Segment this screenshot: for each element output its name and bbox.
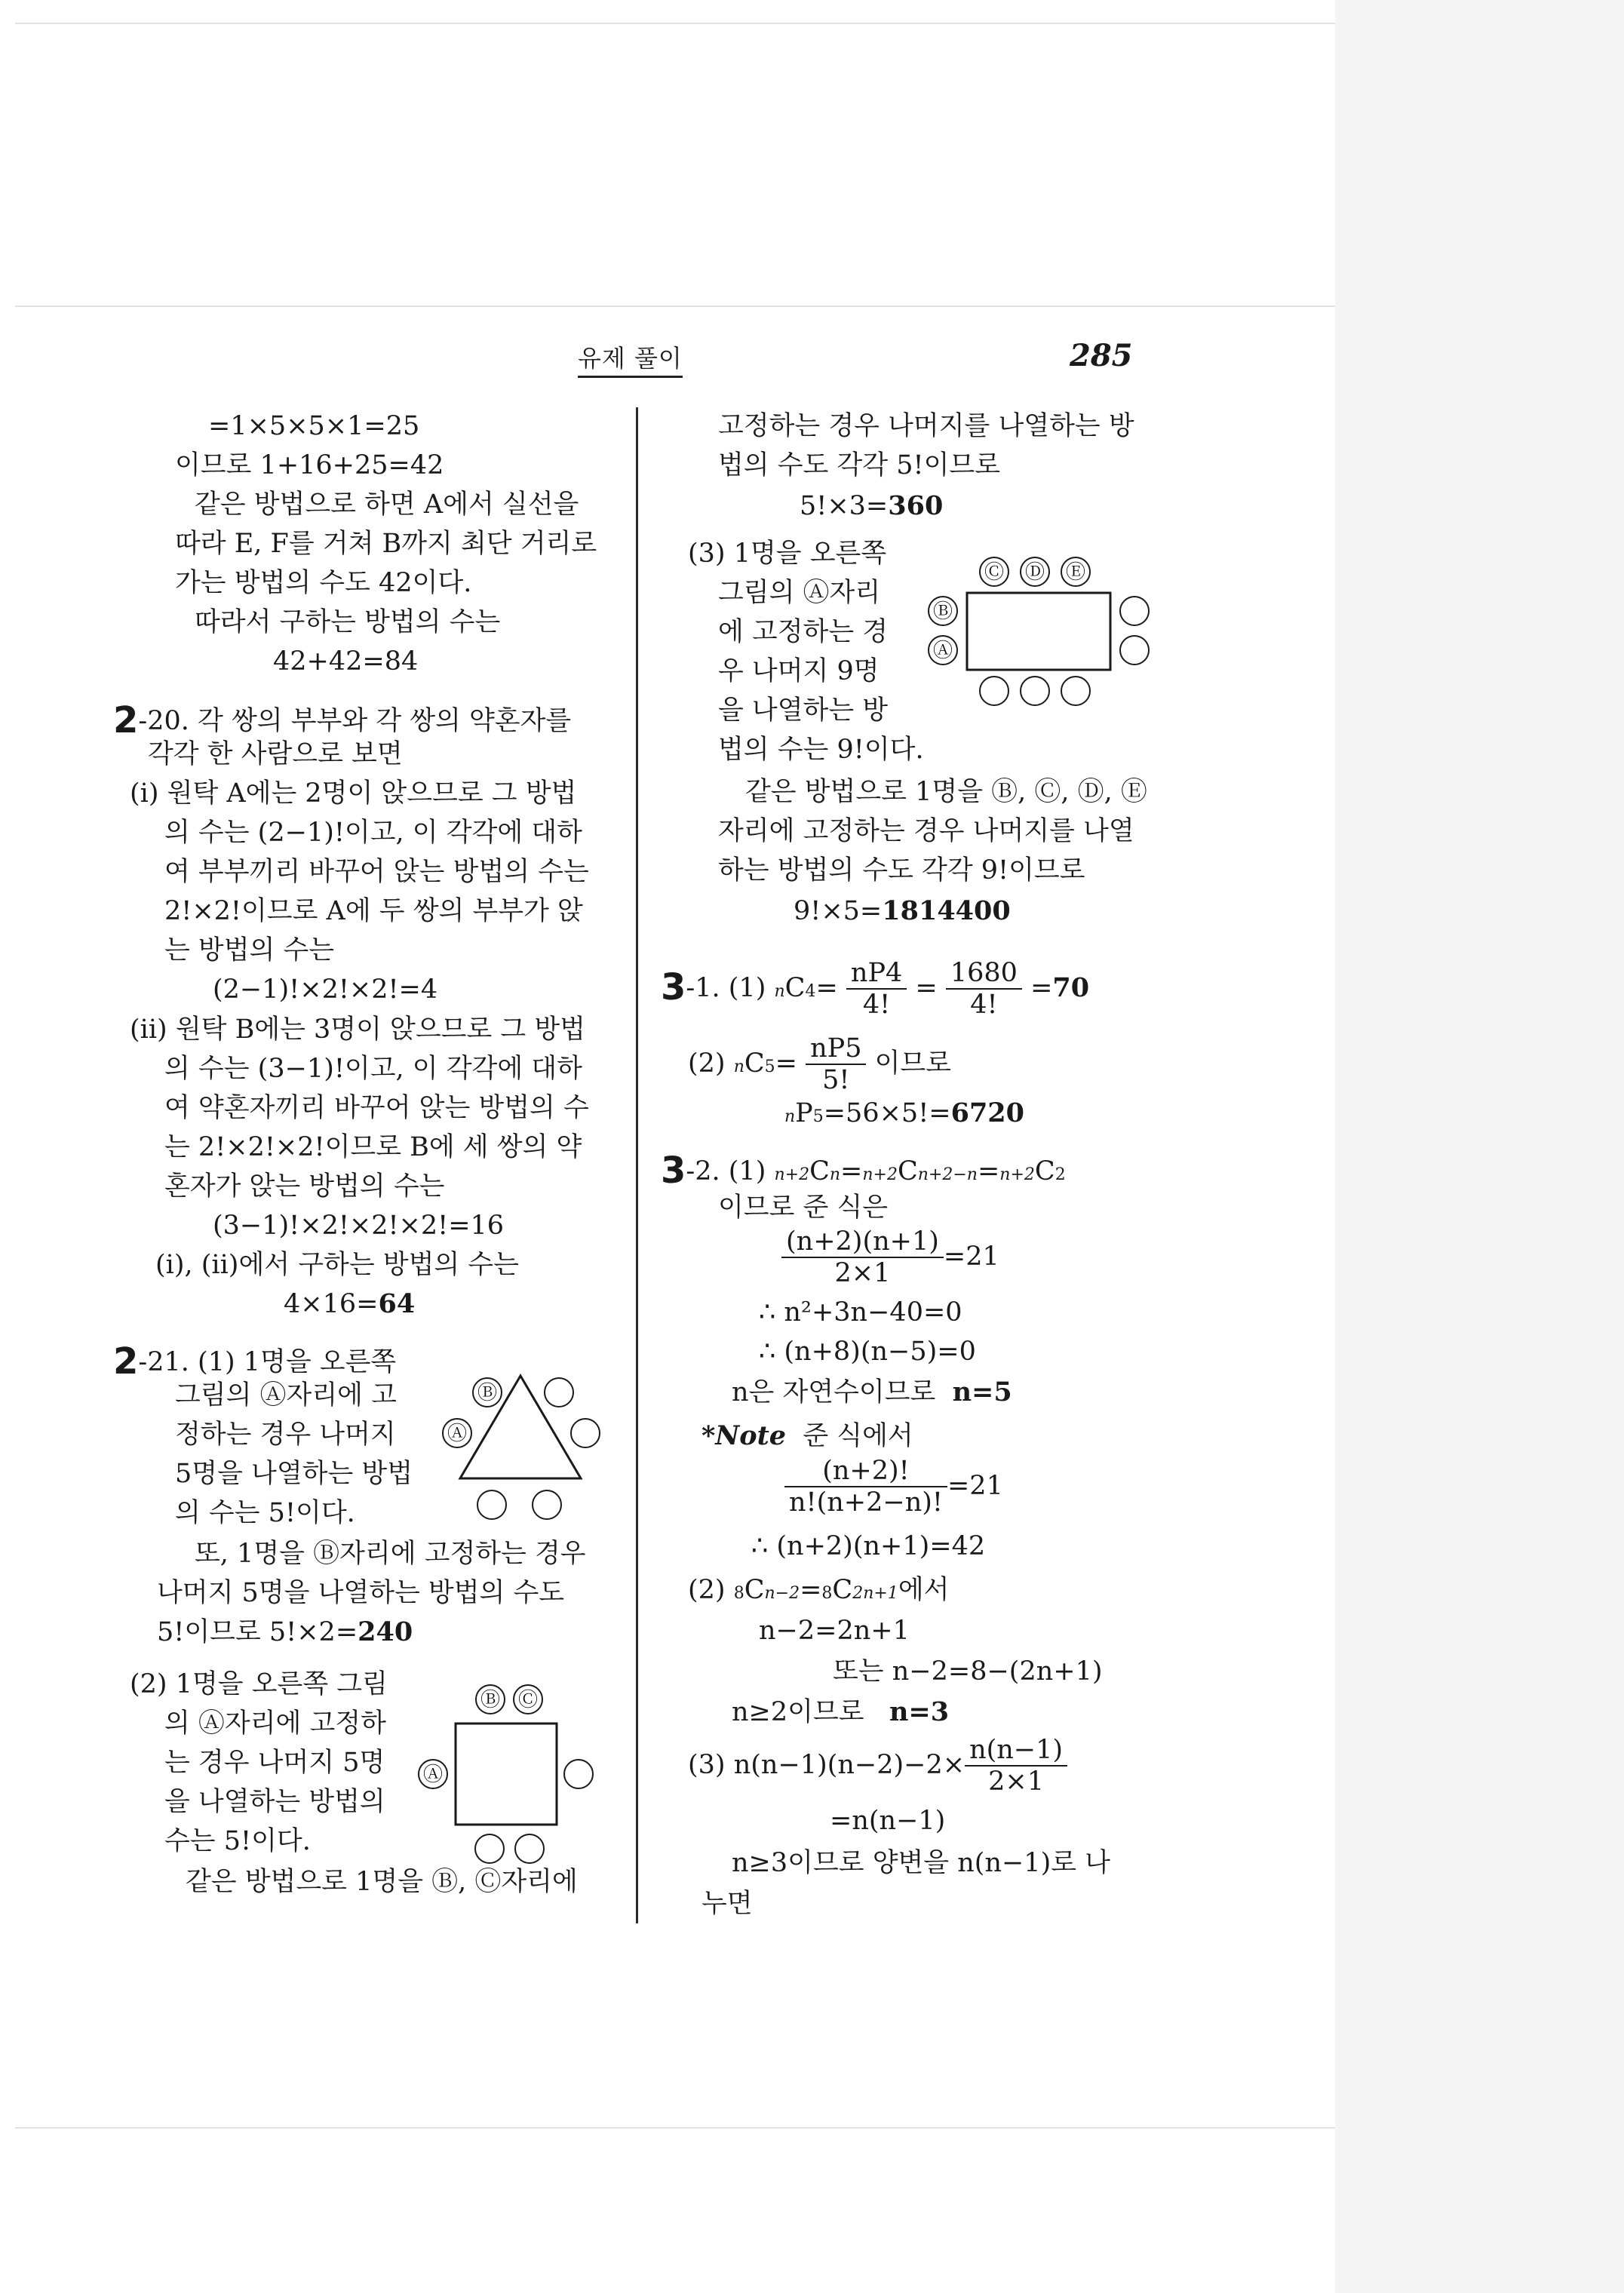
page-number: 285: [1070, 338, 1133, 373]
text-line: 같은 방법으로 하면 A에서 실선을: [195, 490, 579, 520]
rectangle-table-figure: [925, 549, 1159, 708]
empty-seat: [515, 1834, 544, 1863]
fraction: [781, 1226, 944, 1289]
text-span: =: [815, 972, 838, 1003]
empty-seat: [564, 1760, 593, 1788]
problem-3-1: [661, 958, 1089, 1021]
text-line: 의 수는 5!이다.: [175, 1498, 355, 1528]
seat-c-label: Ⓒ: [984, 561, 1005, 584]
text-line: 각각 한 사람으로 보면: [148, 739, 403, 769]
text-span: =: [800, 1575, 822, 1605]
numerator: (n+2)(n+1): [781, 1226, 944, 1258]
subscript: n: [774, 981, 785, 1001]
text-line: 가는 방법의 수도 42이다.: [175, 568, 472, 598]
text-span: C: [1034, 1156, 1055, 1186]
answer: 64: [378, 1288, 416, 1319]
text-span: C: [744, 1048, 765, 1079]
empty-seat: [545, 1378, 573, 1407]
text-span: =56×5!=: [823, 1098, 951, 1128]
text-line: [732, 1377, 1012, 1407]
text-line: 같은 방법으로 1명을 Ⓑ, Ⓒ자리에: [186, 1867, 578, 1897]
problem-sub: -20.: [138, 706, 189, 736]
text-line: 의 수는 (2−1)!이고, 이 각각에 대하: [164, 818, 582, 848]
text-line: 그림의 Ⓐ자리: [718, 578, 881, 608]
text-line: (3) 1명을 오른쪽: [688, 539, 887, 569]
text-line: 이므로 준 식은: [718, 1193, 889, 1223]
text-line: =1×5×5×1=25: [208, 411, 420, 441]
text-line: 는 방법의 수는: [164, 935, 335, 965]
subscript: 8: [821, 1584, 833, 1603]
text-line: 의 Ⓐ자리에 고정하: [164, 1708, 386, 1739]
text-line: 우 나머지 9명: [718, 656, 880, 686]
text-line: (2) 1명을 오른쪽 그림: [130, 1669, 388, 1699]
fraction: [846, 958, 907, 1021]
problem-sub: -2.: [686, 1156, 720, 1186]
text-span: 이므로: [874, 1048, 952, 1079]
text-span: (3) n(n−1)(n−2)−2×: [688, 1749, 965, 1780]
text-line: 수는 5!이다.: [164, 1826, 311, 1856]
text-line: 그림의 Ⓐ자리에 고: [175, 1380, 397, 1410]
text-line: [284, 1289, 415, 1319]
subscript: n: [733, 1057, 744, 1076]
problem-sub: -21.: [138, 1347, 189, 1377]
text-line: 을 나열하는 방법의: [164, 1787, 385, 1817]
text-span: =: [977, 1156, 1000, 1186]
text-line: (i), (ii)에서 구하는 방법의 수는: [155, 1250, 519, 1280]
seat-a-label: Ⓐ: [932, 640, 953, 662]
square-table: [456, 1724, 557, 1825]
text-line: 여 약혼자끼리 바꾸어 앉는 방법의 수: [164, 1093, 589, 1123]
text-line: 을 나열하는 방: [718, 695, 889, 726]
scan-edge-upper: [15, 305, 1335, 307]
text-line: ∴ (n+2)(n+1)=42: [751, 1531, 986, 1561]
fraction: [784, 1456, 947, 1518]
seat-c-label: Ⓒ: [517, 1689, 539, 1711]
denominator: 5!: [822, 1065, 850, 1096]
empty-seat: [475, 1834, 504, 1863]
text-span: (1): [728, 972, 775, 1003]
text-span: =21: [947, 1470, 1003, 1501]
subscript: 4: [805, 981, 816, 1001]
text-span: =: [1030, 972, 1053, 1003]
text-span: 4×16=: [284, 1289, 379, 1319]
subscript: n+2: [774, 1165, 810, 1184]
subscript: n+2: [862, 1165, 898, 1184]
section-title: 유제 풀이: [578, 339, 683, 378]
denominator: 4!: [862, 990, 891, 1021]
seat-e-label: Ⓔ: [1065, 561, 1086, 584]
text-line: 누면: [701, 1889, 753, 1919]
seat-b-label: Ⓑ: [477, 1382, 498, 1404]
text-line: ∴ (n+8)(n−5)=0: [759, 1337, 976, 1367]
answer: 1814400: [882, 895, 1011, 926]
text-line: [784, 1098, 1024, 1128]
text-line: [157, 1617, 413, 1647]
numerator: (n+2)!: [784, 1456, 947, 1487]
seat-d-label: Ⓓ: [1024, 561, 1045, 584]
column-divider: [636, 407, 638, 1923]
text-line: 는 2!×2!×2!이므로 B에 세 쌍의 약: [164, 1132, 582, 1162]
text-line: 이므로 1+16+25=42: [175, 450, 444, 480]
text-span: C: [744, 1575, 765, 1605]
text-span: =: [840, 1156, 863, 1186]
text-span: C: [809, 1156, 830, 1186]
empty-seat: [1120, 597, 1149, 625]
text-span: C: [897, 1156, 918, 1186]
text-line: 고정하는 경우 나머지를 나열하는 방: [718, 411, 1134, 441]
text-span: n은 자연수이므로: [732, 1377, 936, 1407]
text-line: [701, 1421, 913, 1451]
empty-seat: [980, 677, 1008, 705]
text-span: 준 식에서: [803, 1421, 913, 1451]
text-line: 여 부부끼리 바꾸어 앉는 방법의 수는: [164, 857, 589, 887]
text-line: (2−1)!×2!×2!=4: [213, 975, 438, 1005]
text-span: =: [915, 972, 938, 1003]
text-line: =n(n−1): [830, 1806, 946, 1836]
empty-seat: [1061, 677, 1090, 705]
seat-b-label: Ⓑ: [480, 1689, 501, 1711]
subscript: 5: [812, 1107, 824, 1126]
answer: 70: [1052, 972, 1090, 1003]
problem-2-21: [113, 1341, 396, 1383]
scan-edge-top: [15, 23, 1335, 24]
problem-number: 3: [661, 965, 686, 1008]
empty-seat: [1021, 677, 1049, 705]
text-line: [800, 491, 943, 521]
answer: n=5: [952, 1377, 1012, 1407]
text-line: n≥3이므로 양변을 n(n−1)로 나: [732, 1848, 1110, 1878]
text-line: 2!×2!이므로 A에 두 쌍의 부부가 앉: [164, 896, 583, 926]
text-line: n−2=2n+1: [759, 1616, 910, 1646]
text-line: 정하는 경우 나머지: [175, 1420, 396, 1450]
text-line: 법의 수도 각각 5!이므로: [718, 450, 1001, 480]
square-table-figure: [416, 1678, 597, 1867]
seat-a-label: Ⓐ: [447, 1423, 468, 1445]
text-line: [781, 1226, 999, 1289]
text-line: [688, 1575, 949, 1605]
denominator: 4!: [970, 990, 998, 1021]
text-span: 5!이므로 5!×2=: [157, 1617, 358, 1647]
rectangle-table: [967, 593, 1110, 670]
answer: n=3: [889, 1696, 950, 1727]
text-line: 같은 방법으로 1명을 Ⓑ, Ⓒ, Ⓓ, Ⓔ: [745, 777, 1147, 807]
denominator: n!(n+2−n)!: [789, 1487, 943, 1518]
text-line: 따라 E, F를 거쳐 B까지 최단 거리로: [175, 529, 597, 559]
text-line: 5명을 나열하는 방법: [175, 1459, 413, 1489]
empty-seat: [533, 1490, 561, 1519]
text-span: C: [832, 1575, 853, 1605]
fraction: [946, 958, 1022, 1021]
answer: 360: [888, 490, 944, 521]
text-line: (ii) 원탁 B에는 3명이 앉으므로 그 방법: [130, 1015, 585, 1045]
text-line: [688, 1735, 1067, 1797]
text-line: 42+42=84: [273, 646, 419, 677]
subscript: 2: [1055, 1165, 1066, 1184]
text-span: (1) 1명을 오른쪽: [198, 1347, 397, 1377]
text-line: [688, 1033, 951, 1096]
seat-b-label: Ⓑ: [932, 600, 953, 623]
text-line: 는 경우 나머지 5명: [164, 1748, 385, 1778]
text-span: P: [795, 1098, 813, 1128]
empty-seat: [477, 1490, 506, 1519]
text-span: =21: [943, 1241, 999, 1272]
text-span: 5!×3=: [800, 491, 889, 521]
seat-a-label: Ⓐ: [422, 1763, 444, 1786]
text-line: 하는 방법의 수도 각각 9!이므로: [718, 855, 1085, 886]
answer: 240: [358, 1616, 413, 1647]
problem-sub: -1.: [686, 972, 720, 1003]
text-line: 법의 수는 9!이다.: [718, 735, 924, 765]
text-line: [794, 896, 1011, 926]
denominator: 2×1: [988, 1767, 1044, 1797]
text-line: 또는 n−2=8−(2n+1): [833, 1656, 1103, 1687]
text-line: 에 고정하는 경: [718, 617, 889, 647]
text-line: ∴ n²+3n−40=0: [759, 1297, 962, 1328]
text-span: 9!×5=: [794, 896, 883, 926]
numerator: nP5: [806, 1033, 866, 1065]
text-span: (2): [688, 1048, 734, 1079]
denominator: 2×1: [834, 1258, 891, 1289]
text-line: (i) 원탁 A에는 2명이 앉으므로 그 방법: [130, 778, 577, 809]
problem-number: 2: [113, 699, 139, 741]
text-line: 또, 1명을 Ⓑ자리에 고정하는 경우: [195, 1539, 586, 1569]
subscript: 8: [733, 1584, 744, 1603]
numerator: 1680: [946, 958, 1022, 990]
fraction: [965, 1735, 1067, 1797]
text-span: 에서: [898, 1575, 950, 1605]
text-span: n≥2이므로: [732, 1697, 864, 1727]
problem-number: 2: [113, 1340, 139, 1383]
text-line: [732, 1697, 949, 1727]
text-span: (1): [728, 1156, 775, 1186]
scan-edge-lower: [15, 2127, 1335, 2129]
text-line: 의 수는 (3−1)!이고, 이 각각에 대하: [164, 1054, 582, 1084]
text-line: 혼자가 앉는 방법의 수는: [164, 1171, 445, 1202]
text-line: 자리에 고정하는 경우 나머지를 나열: [718, 816, 1134, 846]
numerator: nP4: [846, 958, 907, 990]
subscript: n: [829, 1165, 841, 1184]
subscript: n+2−n: [917, 1165, 978, 1184]
text-span: (2): [688, 1575, 734, 1605]
empty-seat: [571, 1419, 600, 1447]
text-line: (3−1)!×2!×2!×2!=16: [213, 1211, 505, 1241]
problem-2-20: [113, 700, 571, 741]
text-span: 각 쌍의 부부와 각 쌍의 약혼자를: [198, 706, 572, 736]
note-label: *Note: [701, 1420, 787, 1451]
text-span: C: [784, 972, 806, 1003]
problem-number: 3: [661, 1150, 686, 1192]
subscript: n−2: [764, 1584, 800, 1603]
empty-seat: [1120, 636, 1149, 665]
fraction: [806, 1033, 866, 1096]
answer: 6720: [950, 1097, 1025, 1128]
subscript: n+2: [999, 1165, 1035, 1184]
text-line: 나머지 5명을 나열하는 방법의 수도: [157, 1578, 565, 1608]
subscript: 2n+1: [852, 1584, 898, 1603]
subscript: 5: [764, 1057, 775, 1076]
text-span: =: [775, 1048, 797, 1079]
problem-3-2: [661, 1150, 1066, 1192]
text-line: 따라서 구하는 방법의 수는: [195, 607, 501, 637]
numerator: n(n−1): [965, 1735, 1067, 1767]
subscript: n: [784, 1107, 796, 1126]
text-line: [784, 1456, 1003, 1518]
triangle-table-figure: [430, 1352, 611, 1533]
